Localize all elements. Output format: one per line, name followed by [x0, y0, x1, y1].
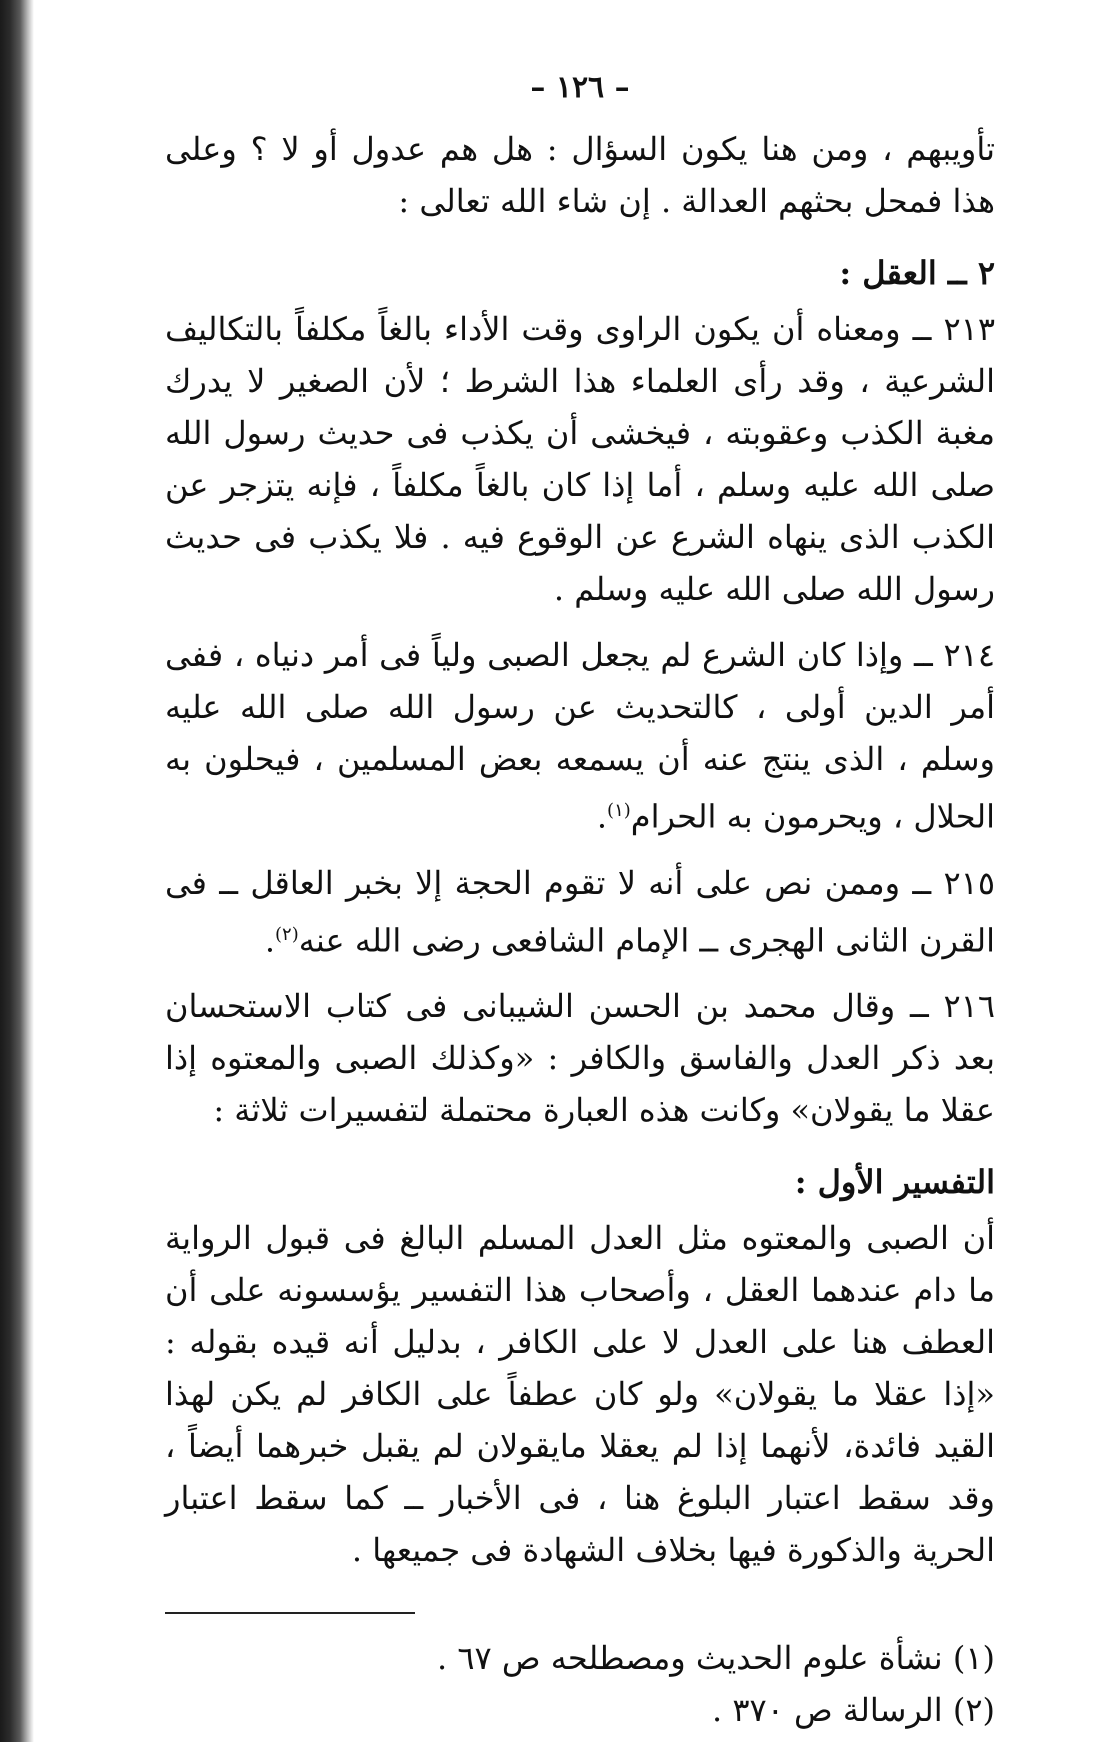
- paragraph-214: [165, 629, 995, 843]
- page-number: – ١٢٦ –: [530, 70, 630, 105]
- paragraph-215-end: .: [264, 921, 275, 960]
- footnotes: [165, 1632, 995, 1736]
- paragraph-215-text: ٢١٥ ــ وممن نص على أنه لا تقوم الحجة إلا بخبر العاقل ــ فى القرن الثانى الهجرى ــ الإمام الشافعى رضى الله عنه: [165, 863, 996, 960]
- footnote-ref-2: (٢): [275, 923, 299, 945]
- paragraph-first-interpretation: أن الصبى والمعتوه مثل العدل المسلم البالغ فى قبول الرواية ما دام عندهما العقل ، وأصحاب هذا التفسير يؤسسونه على أن العطف هنا على العدل لا على الكافر ، بدليل أنه قيده بقوله : «إذا عقلا ما يقولان» ولو كان عطفاً على الكافر لم يكن لهذا القيد فائدة، لأنهما إذا لم يعقلا مايقولان لم يقبل خبرهما أيضاً ، وقد سقط اعتبار البلوغ هنا ، فى الأخبار ــ كما سقط اعتبار الحرية والذكورة فيها بخلاف الشهادة فى جميعها .: [165, 1219, 996, 1570]
- paragraph-214-text: ٢١٤ ــ وإذا كان الشرع لم يجعل الصبى ولياً فى أمر دنياه ، ففى أمر الدين أولى ، كالتحديث عن رسول الله صلى الله عليه وسلم ، الذى ينتج عنه أن يسمعه بعض المسلمين ، فيحلون به الحلال ، ويحرمون به الحرام: [165, 636, 996, 836]
- paragraph-216: ٢١٦ ــ وقال محمد بن الحسن الشيبانى فى كتاب الاستحسان بعد ذكر العدل والفاسق والكافر : «وكذلك الصبى والمعتوه إذا عقلا ما يقولان» وكانت هذه العبارة محتملة لتفسيرات ثلاثة :: [165, 987, 995, 1130]
- paragraph-214-end: .: [596, 797, 608, 836]
- footnote-2: (٢) الرسالة ص ٣٧٠ .: [711, 1691, 995, 1730]
- paragraph-213: ٢١٣ ــ ومعناه أن يكون الراوى وقت الأداء بالغاً مكلفاً بالتكاليف الشرعية ، وقد رأى العلماء هذا الشرط ؛ لأن الصغير لا يدرك مغبة الكذب وعقوبته ، فيخشى أن يكذب فى حديث رسول الله صلى الله عليه وسلم ، أما إذا كان بالغاً مكلفاً ، فإنه يتزجر عن الكذب الذى ينهاه الشرع عن الوقوع فيه . فلا يكذب فى حديث رسول الله صلى الله عليه وسلم .: [165, 310, 995, 608]
- section-heading-first-interpretation: التفسير الأول :: [794, 1163, 995, 1202]
- footnote-divider: [165, 1612, 415, 1614]
- section-heading-intellect: ٢ ــ العقل :: [839, 254, 995, 292]
- footnote-ref-1: (١): [607, 800, 631, 821]
- paragraph-215: [165, 857, 995, 967]
- intro-paragraph: تأويبهم ، ومن هنا يكون السؤال : هل هم عدول أو لا ؟ وعلى هذا فمحل بحثهم العدالة . إن شاء الله تعالى :: [165, 130, 995, 220]
- scan-edge-shadow: [0, 0, 34, 1742]
- book-page: [165, 60, 995, 1736]
- footnote-1: (١) نشأة علوم الحديث ومصطلحه ص ٦٧ .: [436, 1639, 995, 1678]
